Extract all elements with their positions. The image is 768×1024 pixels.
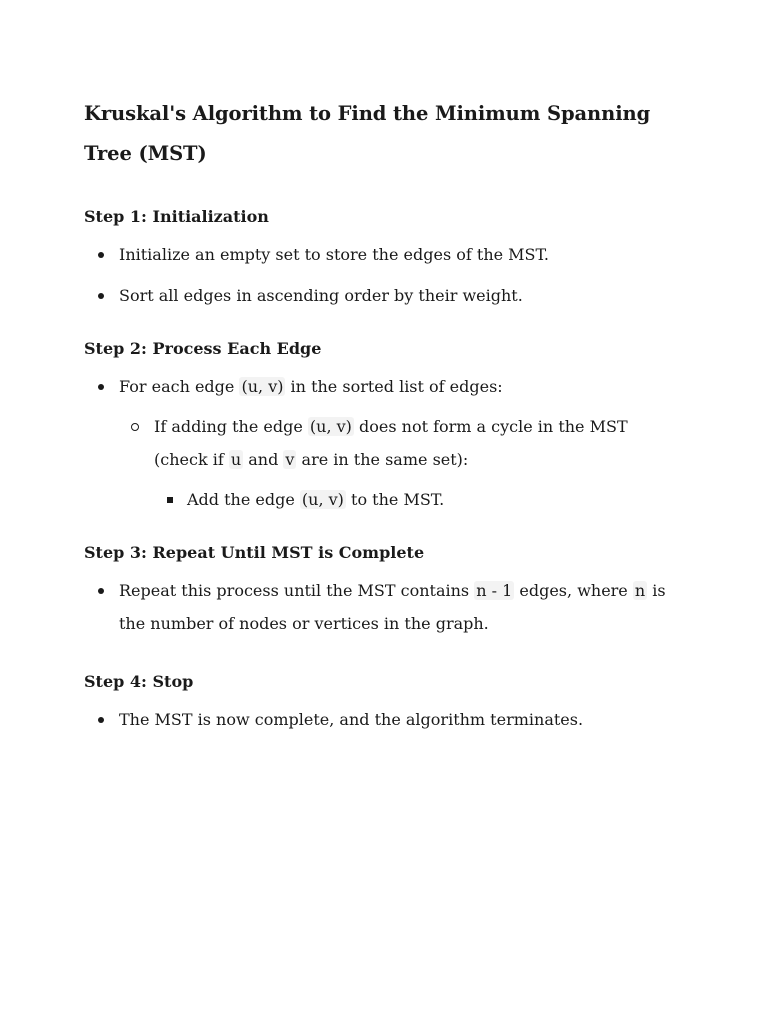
inline-code: v (285, 450, 295, 469)
document-page (84, 94, 684, 736)
inline-code: n - 1 (476, 581, 513, 600)
inline-code: (u, v) (309, 417, 352, 436)
step-4-list (84, 703, 684, 736)
list-item-text (154, 417, 628, 469)
inline-code: (u, v) (241, 377, 284, 396)
bullet-icon (98, 588, 104, 594)
text-segment: is the number of nodes or vertices in the graph. (119, 581, 666, 633)
bullet-icon (98, 252, 104, 258)
step-2-sublist (119, 410, 684, 516)
inline-code: u (230, 450, 242, 469)
square-bullet-icon (167, 497, 173, 503)
step-2-list (84, 370, 684, 516)
list-item-text (119, 581, 666, 633)
step-2-heading: Step 2: Process Each Edge (84, 339, 322, 358)
inline-code: (u, v) (301, 490, 344, 509)
step-1-section (84, 205, 684, 312)
text-segment: in the sorted list of edges: (285, 377, 503, 396)
text-segment: does not form a cycle in the MST (check if (154, 417, 628, 469)
step-3-heading: Step 3: Repeat Until MST is Complete (84, 543, 425, 562)
text-segment: If adding the edge (154, 417, 308, 436)
list-item-text: Sort all edges in ascending order by their weight. (119, 286, 523, 305)
step-3-section (84, 541, 684, 640)
list-item (119, 410, 684, 516)
inline-code: n (634, 581, 646, 600)
text-segment: edges, where (514, 581, 633, 600)
bullet-icon (98, 293, 104, 299)
step-4-section (84, 670, 684, 736)
list-item-text: The MST is now complete, and the algorithm terminates. (119, 710, 584, 729)
step-2-section (84, 337, 684, 516)
document-title: Kruskal's Algorithm to Find the Minimum Spanning Tree (MST) (84, 102, 651, 165)
list-item (154, 483, 684, 516)
text-segment: to the MST. (345, 490, 445, 509)
list-item (84, 574, 684, 640)
circle-bullet-icon (131, 423, 139, 431)
list-item-text (119, 377, 503, 396)
step-2-subsublist (154, 483, 684, 516)
step-1-list (84, 238, 684, 312)
list-item-text: Initialize an empty set to store the edges of the MST. (119, 245, 549, 264)
text-segment: Repeat this process until the MST contains (119, 581, 475, 600)
text-segment: For each edge (119, 377, 240, 396)
text-segment: are in the same set): (296, 450, 469, 469)
bullet-icon (98, 384, 104, 390)
bullet-icon (98, 717, 104, 723)
step-3-list (84, 574, 684, 640)
list-item (84, 279, 684, 312)
list-item (84, 703, 684, 736)
list-item (84, 238, 684, 271)
list-item-text (187, 490, 444, 509)
list-item (84, 370, 684, 516)
text-segment: Add the edge (187, 490, 300, 509)
step-4-heading: Step 4: Stop (84, 672, 194, 691)
text-segment: and (243, 450, 284, 469)
step-1-heading: Step 1: Initialization (84, 207, 269, 226)
